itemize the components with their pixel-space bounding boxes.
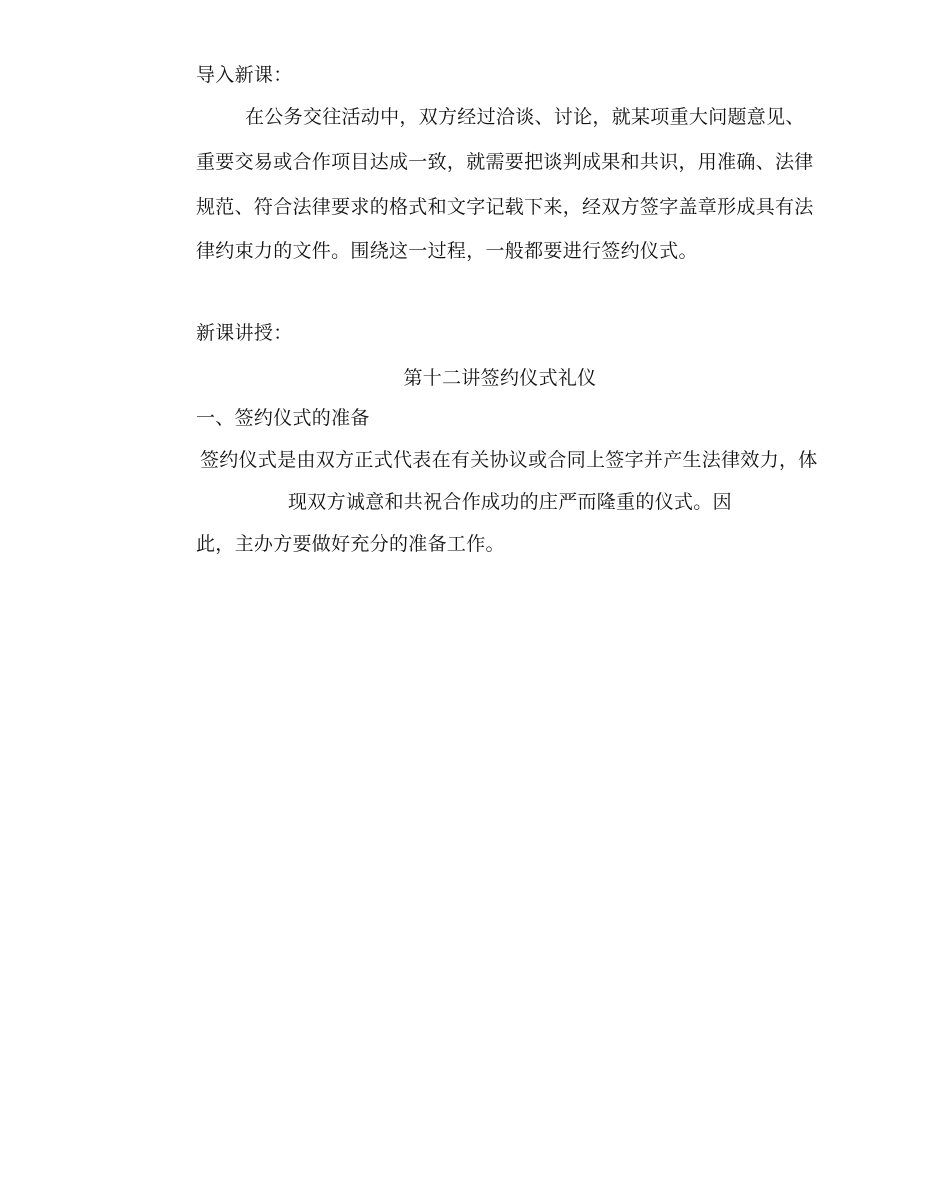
intro-heading: 导入新课：: [196, 64, 293, 86]
lecture-heading: 新课讲授：: [196, 322, 293, 344]
definition-line: 此，主办方要做好充分的准备工作。: [196, 533, 505, 555]
intro-paragraph-line: 重要交易或合作项目达成一致，就需要把谈判成果和共识，用准确、法律: [196, 151, 814, 173]
definition-line: 现双方诚意和共祝合作成功的庄严而隆重的仪式。因: [288, 491, 732, 513]
definition-line: 签约仪式是由双方正式代表在有关协议或合同上签字并产生法律效力，体: [200, 449, 818, 471]
intro-paragraph-line: 律约束力的文件。围绕这一过程，一般都要进行签约仪式。: [196, 240, 698, 262]
intro-paragraph-line: 在公务交往活动中，双方经过洽谈、讨论，就某项重大问题意见、: [245, 106, 805, 128]
intro-paragraph-line: 规范、符合法律要求的格式和文字记载下来，经双方签字盖章形成具有法: [196, 196, 814, 218]
lesson-title: 第十二讲签约仪式礼仪: [403, 367, 597, 389]
section-heading: 一、签约仪式的准备: [196, 407, 370, 429]
